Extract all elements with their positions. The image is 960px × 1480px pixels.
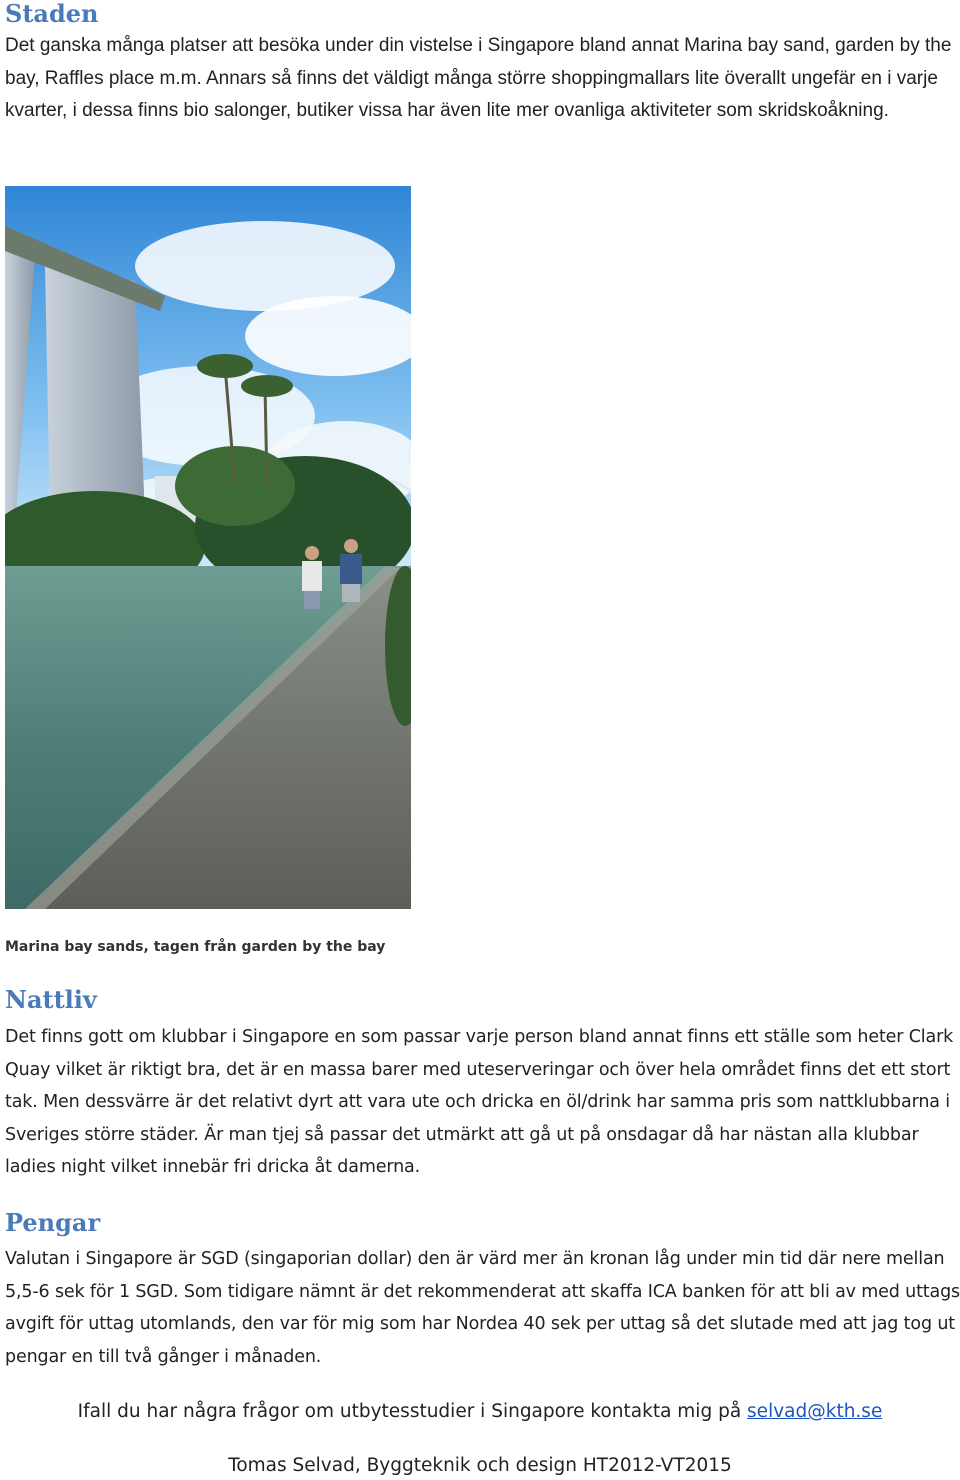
paragraph-nattliv: Det finns gott om klubbar i Singapore en som passar varje person bland annat finns ett ställe som heter Clark Quay vilket är riktigt bra, det är en massa barer med uteserveringar och över hela området finns det ett stort tak. Men dessvärre är det relativt dyrt att vara ute och dricka en öl/drink har samma pris som nattklubbarna i Sveriges större städer. Är man tjej så passar det utmärkt att gå ut på onsdagar då har nästan alla klubbar ladies night vilket innebär fri dricka åt damerna.: [5, 1027, 954, 1178]
heading-nattliv: Nattliv: [5, 985, 97, 1014]
heading-staden: Staden: [5, 0, 99, 28]
paragraph-pengar: Valutan i Singapore är SGD (singaporian dollar) den är värd mer än kronan låg under min tid där nere mellan 5,5-6 sek för 1 SGD. Som tidigare nämnt är det rekommenderat att skaffa ICA banken för att bli av med uttags avgift för uttag utomlands, den var för mig som har Nordea 40 sek per uttag så det slutade med att jag tog ut pengar en till två gånger i månaden.: [5, 1249, 960, 1367]
contact-text: Ifall du har några frågor om utbytesstudier i Singapore kontakta mig på: [77, 1401, 748, 1422]
photo-caption: Marina bay sands, tagen från garden by the bay: [5, 939, 386, 955]
heading-pengar: Pengar: [5, 1208, 101, 1237]
footer-author: Tomas Selvad, Byggteknik och design HT2012-VT2015: [228, 1455, 732, 1476]
marina-bay-photo: [5, 186, 411, 909]
email-link[interactable]: selvad@kth.se: [747, 1401, 883, 1422]
contact-line: [0, 1398, 960, 1426]
paragraph-staden: Det ganska många platser att besöka under din vistelse i Singapore bland annat Marina bay sand, garden by the bay, Raffles place m.m. Annars så finns det väldigt många större shoppingmallars lite överallt ungefär en i varje kvarter, i dessa finns bio salonger, butiker vissa har även lite mer ovanliga aktiviteter som skridskoåkning.: [5, 35, 952, 121]
